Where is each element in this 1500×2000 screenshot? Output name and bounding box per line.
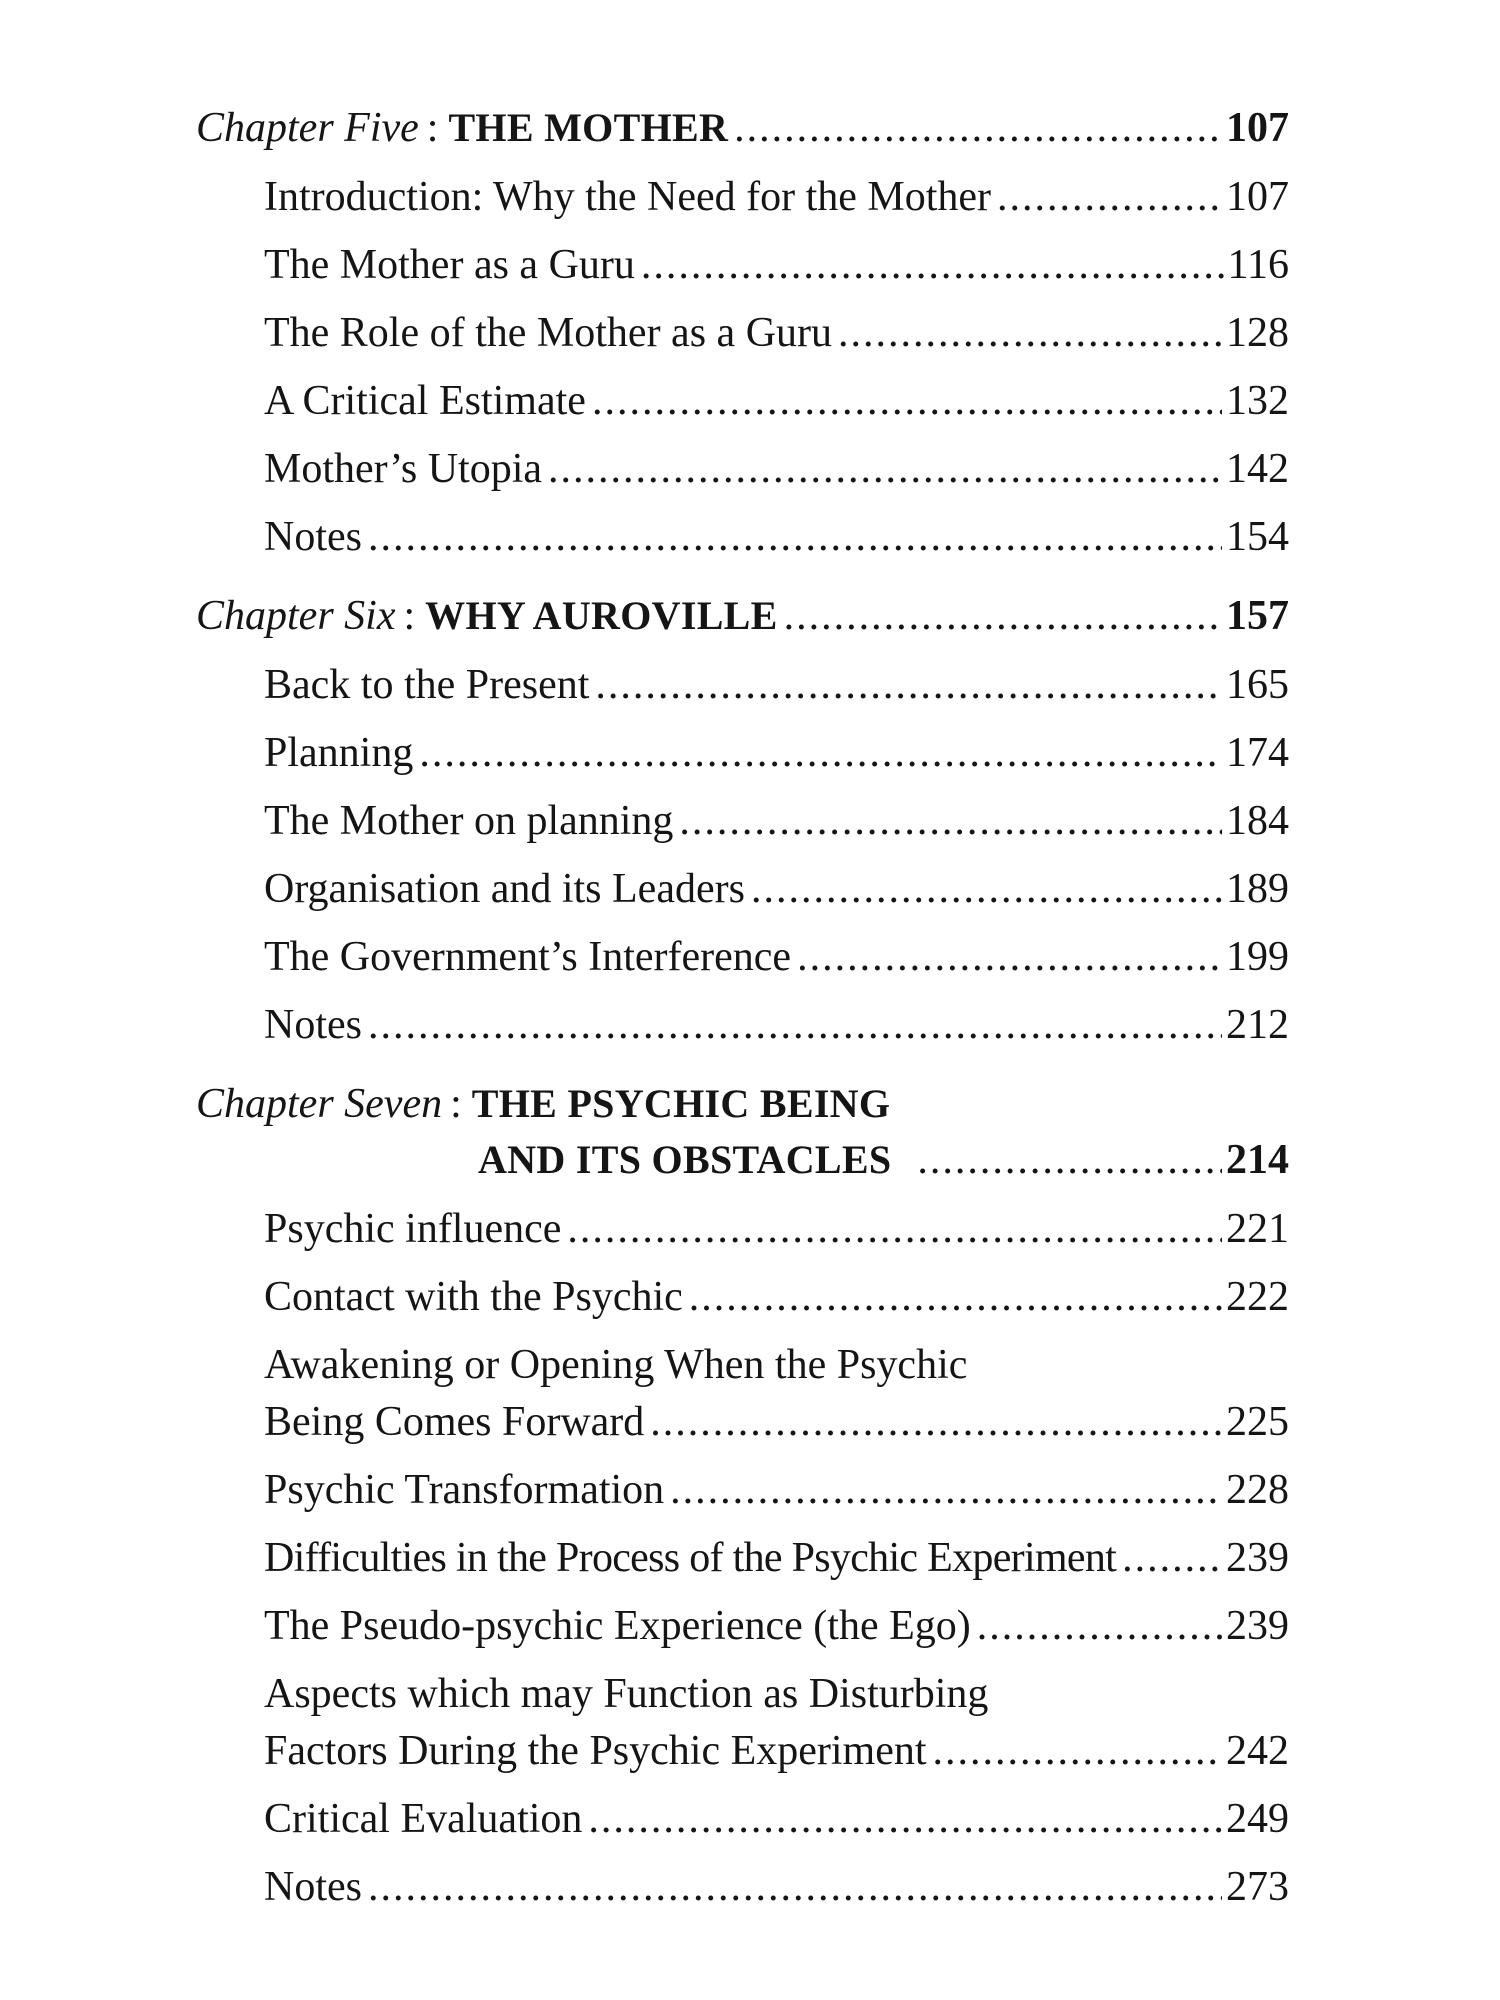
entry-page-number: 239: [1226, 1603, 1289, 1649]
toc-entry: [264, 999, 1289, 1051]
toc-entry: [264, 239, 1289, 291]
dot-leader: [751, 863, 1222, 915]
colon: :: [450, 1081, 462, 1127]
colon: :: [426, 105, 439, 151]
dot-leader: [838, 307, 1222, 359]
dot-leader: [567, 1203, 1222, 1255]
entry-title-line2: Factors During the Psychic Experiment: [264, 1728, 927, 1774]
entry-page-number: 228: [1226, 1467, 1289, 1513]
entry-page-number: 212: [1226, 1002, 1289, 1048]
entry-page-number: 225: [1226, 1399, 1289, 1445]
dot-leader: [588, 1793, 1222, 1845]
dot-leader: [548, 443, 1222, 495]
toc-entry: [264, 1793, 1289, 1845]
chapter-heading: [196, 590, 1289, 642]
entry-page-number: 222: [1226, 1274, 1289, 1320]
chapter-label: Chapter Five: [196, 105, 419, 151]
entry-page-number: 116: [1227, 242, 1289, 288]
toc-entry: [264, 1203, 1289, 1255]
dot-leader: [734, 102, 1222, 154]
toc-entry: [264, 1532, 1289, 1584]
dot-leader: [933, 1725, 1222, 1777]
toc-entry: [264, 1396, 1289, 1448]
toc-entry: [264, 307, 1289, 359]
toc-entry: [264, 171, 1289, 223]
chapter-title-line2: AND ITS OBSTACLES: [478, 1137, 892, 1182]
toc-entry-first-line: [264, 1339, 967, 1391]
entry-page-number: 154: [1226, 514, 1289, 560]
toc-entry-first-line: [264, 1668, 988, 1720]
dot-leader: [917, 1134, 1222, 1186]
dot-leader: [641, 239, 1224, 291]
entry-page-number: 239: [1226, 1535, 1289, 1581]
dot-leader: [670, 1464, 1222, 1516]
dot-leader: [650, 1396, 1222, 1448]
dot-leader: [595, 659, 1222, 711]
dot-leader: [368, 1861, 1222, 1913]
colon: :: [403, 593, 416, 639]
chapter-label: Chapter Seven: [196, 1081, 443, 1127]
entry-title-line2: Being Comes Forward: [264, 1399, 645, 1445]
toc-entry: [264, 375, 1289, 427]
entry-title: Introduction: Why the Need for the Mother: [264, 174, 992, 220]
entry-page-number: 142: [1226, 446, 1289, 492]
toc-entry: [264, 1725, 1289, 1777]
dot-leader: [419, 727, 1222, 779]
chapter-heading: [196, 1078, 1289, 1130]
entry-page-number: 128: [1226, 310, 1289, 356]
dot-leader: [977, 1600, 1222, 1652]
entry-title-line1: Awakening or Opening When the Psychic: [264, 1342, 968, 1388]
entry-title: Back to the Present: [264, 662, 590, 708]
chapter-title-line1: THE PSYCHIC BEING: [471, 1081, 891, 1126]
toc-entry: [264, 1861, 1289, 1913]
entry-page-number: 189: [1226, 866, 1289, 912]
dot-leader: [1122, 1532, 1222, 1584]
dot-leader: [592, 375, 1222, 427]
toc-entry: [264, 659, 1289, 711]
entry-title: Notes: [264, 1864, 362, 1910]
entry-page-number: 199: [1226, 934, 1289, 980]
dot-leader: [679, 795, 1222, 847]
chapter-heading: [196, 102, 1289, 154]
entry-title: Difficulties in the Process of the Psychic Experiment: [264, 1535, 1117, 1581]
chapter-title: WHY AUROVILLE: [425, 593, 778, 638]
entry-title: Psychic Transformation: [264, 1467, 665, 1513]
entry-title: The Role of the Mother as a Guru: [264, 310, 833, 356]
entry-page-number: 242: [1226, 1728, 1289, 1774]
dot-leader: [797, 931, 1222, 983]
entry-title: The Pseudo-psychic Experience (the Ego): [264, 1603, 971, 1649]
entry-title: Notes: [264, 1002, 362, 1048]
entry-page-number: 174: [1226, 730, 1289, 776]
chapter-page-number: 214: [1226, 1137, 1289, 1183]
entry-title: Planning: [264, 730, 414, 776]
entry-title: Contact with the Psychic: [264, 1274, 683, 1320]
toc-entry: [264, 443, 1289, 495]
dot-leader: [997, 171, 1222, 223]
chapter-page-number: 107: [1226, 105, 1289, 151]
entry-page-number: 132: [1226, 378, 1289, 424]
entry-page-number: 184: [1226, 798, 1289, 844]
toc-entry: [264, 1464, 1289, 1516]
entry-title: Mother’s Utopia: [264, 446, 543, 492]
chapter-heading-continuation: [478, 1134, 1289, 1186]
entry-page-number: 273: [1226, 1864, 1289, 1910]
chapter-label: Chapter Six: [196, 593, 396, 639]
toc-entry: [264, 931, 1289, 983]
dot-leader: [368, 511, 1222, 563]
dot-leader: [689, 1271, 1222, 1323]
dot-leader: [784, 590, 1222, 642]
entry-title: Critical Evaluation: [264, 1796, 583, 1842]
chapter-page-number: 157: [1226, 593, 1289, 639]
entry-page-number: 165: [1226, 662, 1289, 708]
toc-entry: [264, 1271, 1289, 1323]
entry-title: A Critical Estimate: [264, 378, 586, 424]
chapter-title: THE MOTHER: [448, 105, 729, 150]
toc-entry: [264, 1600, 1289, 1652]
toc-entry: [264, 863, 1289, 915]
entry-title-line1: Aspects which may Function as Disturbing: [264, 1671, 989, 1717]
toc-entry: [264, 795, 1289, 847]
entry-title: The Government’s Interference: [264, 934, 792, 980]
entry-title: Notes: [264, 514, 362, 560]
entry-page-number: 107: [1226, 174, 1289, 220]
entry-page-number: 221: [1226, 1206, 1289, 1252]
toc-entry: [264, 727, 1289, 779]
entry-title: The Mother on planning: [264, 798, 674, 844]
entry-title: Psychic influence: [264, 1206, 562, 1252]
entry-page-number: 249: [1226, 1796, 1289, 1842]
entry-title: The Mother as a Guru: [264, 242, 635, 288]
dot-leader: [368, 999, 1222, 1051]
entry-title: Organisation and its Leaders: [264, 866, 745, 912]
toc-entry: [264, 511, 1289, 563]
